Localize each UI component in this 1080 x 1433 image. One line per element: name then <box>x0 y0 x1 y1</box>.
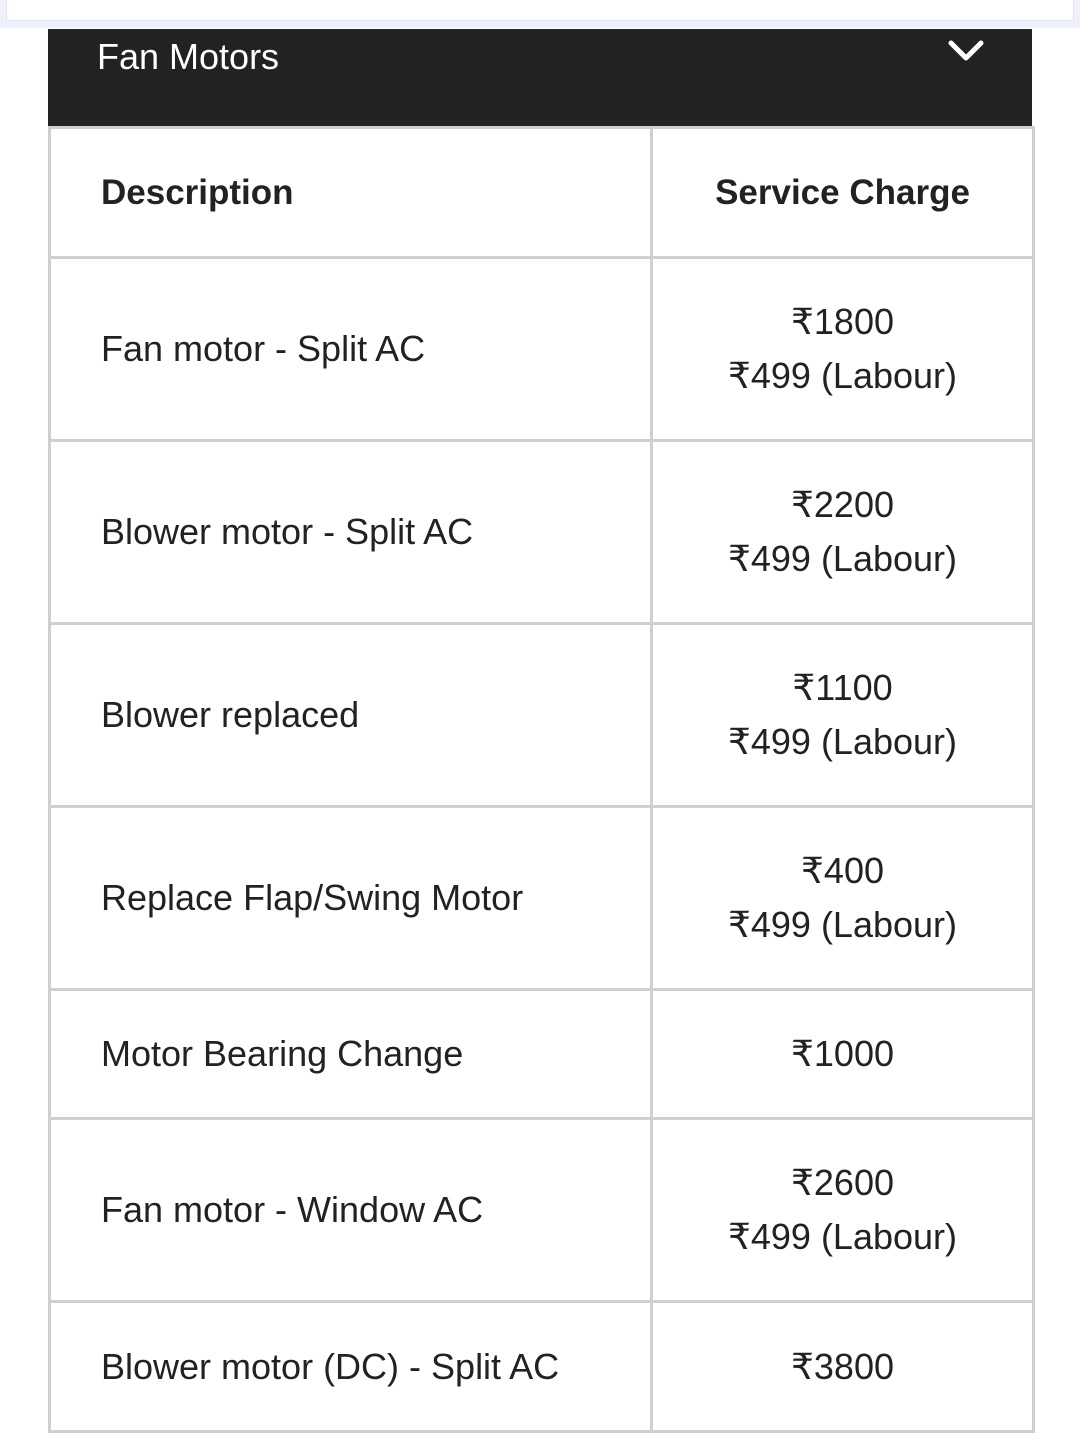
row-labour: ₹499 (Labour) <box>727 355 958 396</box>
table-header-row <box>50 128 1034 258</box>
table-row <box>50 990 1034 1119</box>
row-charge <box>652 441 1034 624</box>
row-charge <box>652 990 1034 1119</box>
row-description: Blower motor - Split AC <box>50 441 652 624</box>
row-charge <box>652 1302 1034 1432</box>
header-description: Description <box>50 128 652 258</box>
previous-section-edge <box>6 0 1074 21</box>
row-labour: ₹499 (Labour) <box>727 538 958 579</box>
table-row <box>50 441 1034 624</box>
table-row <box>50 624 1034 807</box>
row-description: Replace Flap/Swing Motor <box>50 807 652 990</box>
row-description: Fan motor - Window AC <box>50 1119 652 1302</box>
table-row <box>50 1302 1034 1432</box>
row-charge <box>652 624 1034 807</box>
accordion-title: Fan Motors <box>97 36 280 77</box>
row-description: Motor Bearing Change <box>50 990 652 1119</box>
row-price: ₹2600 <box>791 1162 894 1203</box>
row-labour: ₹499 (Labour) <box>727 1216 958 1257</box>
row-labour: ₹499 (Labour) <box>727 721 958 762</box>
row-price: ₹1800 <box>791 301 894 342</box>
row-description: Blower motor (DC) - Split AC <box>50 1302 652 1432</box>
row-charge <box>652 807 1034 990</box>
row-labour: ₹499 (Labour) <box>727 904 958 945</box>
row-price: ₹1100 <box>792 667 893 708</box>
service-charge-table <box>48 126 1035 1433</box>
row-price: ₹400 <box>801 850 884 891</box>
row-price: ₹1000 <box>791 1033 894 1074</box>
header-service-charge: Service Charge <box>652 128 1034 258</box>
row-charge <box>652 258 1034 441</box>
row-charge <box>652 1119 1034 1302</box>
table-row <box>50 807 1034 990</box>
row-description: Fan motor - Split AC <box>50 258 652 441</box>
accordion-header-fan-motors[interactable] <box>48 29 1032 126</box>
row-description: Blower replaced <box>50 624 652 807</box>
table-row <box>50 1119 1034 1302</box>
top-strip <box>0 0 1080 28</box>
chevron-down-icon[interactable] <box>948 39 984 65</box>
table-row <box>50 258 1034 441</box>
row-price: ₹3800 <box>791 1345 894 1387</box>
row-price: ₹2200 <box>791 484 894 525</box>
